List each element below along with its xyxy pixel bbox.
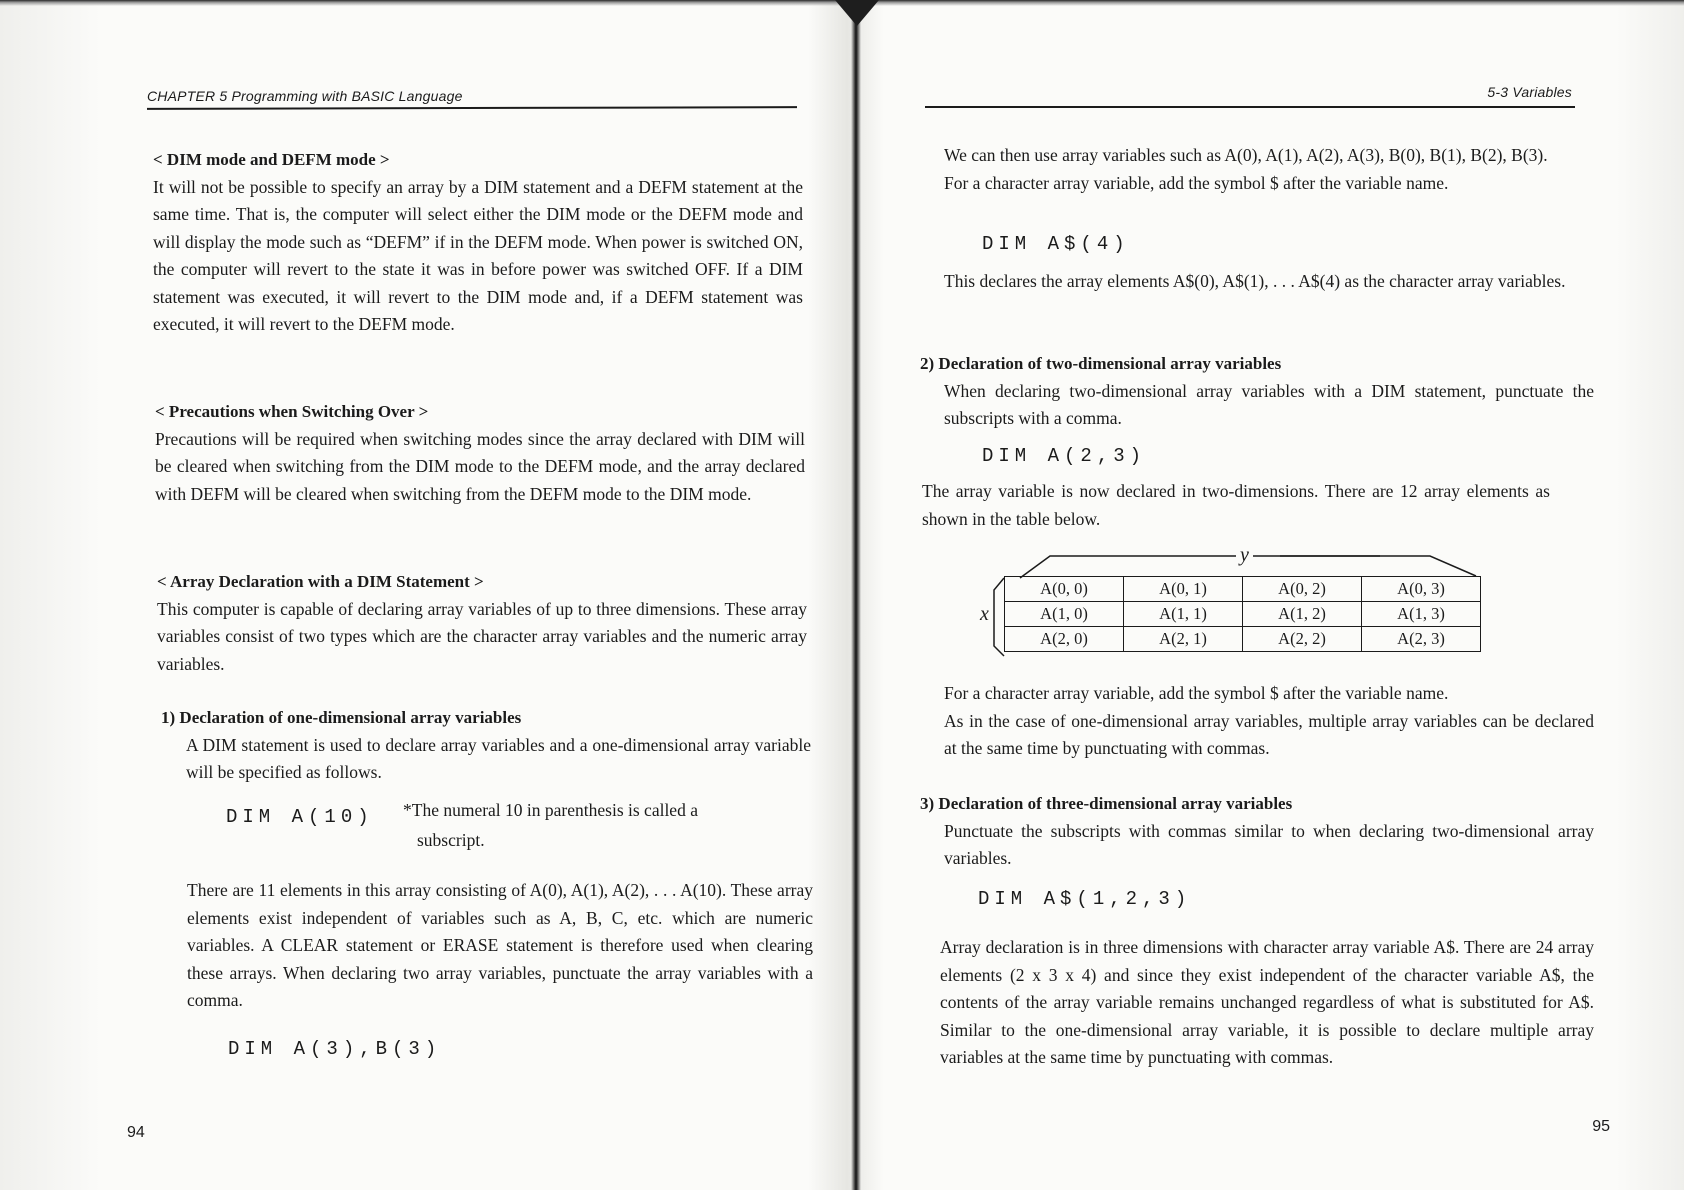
code-dim-astr123: DIM A$(1,2,3) [978, 888, 1192, 910]
note-line: subscript. [417, 830, 485, 850]
section-one-dimensional [161, 704, 811, 787]
paragraph: The array variable is now declared in two-dimensions. There are 12 array elements as shown in the table below. [922, 481, 1550, 529]
paragraph: As in the case of one-dimensional array variables, multiple array variables can be declared at the same time by punctuating with commas. [944, 710, 1594, 758]
page-number: 95 [1592, 1118, 1610, 1135]
page-number: 94 [127, 1124, 145, 1141]
table-cell: A(1, 2) [1243, 602, 1362, 627]
code-dim-astr4: DIM A$(4) [982, 233, 1130, 255]
section-dim-defm [153, 146, 803, 339]
paragraph: A DIM statement is used to declare array variables and a one-dimensional array variable will be specified as follows. [186, 734, 811, 782]
paragraph: This declares the array elements A$(0), A$(1), . . . A$(4) as the character array variables. [944, 271, 1566, 291]
header-rule [147, 106, 797, 110]
axis-label-x: x [980, 603, 989, 625]
paragraph: When declaring two-dimensional array variables with a DIM statement, punctuate the subscripts with a comma. [944, 380, 1594, 428]
code-dim-a10: DIM A(10) [226, 806, 374, 828]
code-dim-a3-b3: DIM A(3),B(3) [228, 1038, 442, 1060]
section-array-declaration [157, 568, 807, 678]
section-heading: < Array Declaration with a DIM Statement > [157, 572, 484, 591]
table-cell: A(1, 0) [1005, 602, 1124, 627]
table-cell: A(2, 3) [1362, 627, 1481, 652]
paragraph: Punctuate the subscripts with commas similar to when declaring two-dimensional array variables. [944, 820, 1594, 868]
paragraph: Array declaration is in three dimensions with character array variable A$. There are 24 array elements (2 x 3 x 4) and since they exist independent of the character variable A$, the contents of the array variable remains unchanged regardless of what is substituted for A$. Similar to the one-dimensional array variable, it is possible to declare multiple array variables at the same time by punctuating with commas. [940, 937, 1594, 1067]
paragraph: It will not be possible to specify an array by a DIM statement and a DEFM statement at the same time. That is, the computer will select either the DIM mode or the DEFM mode and will display the mode such as “DEFM” if in the DEFM mode. When power is switched ON, the computer will revert to the state it was in before power was switched OFF. If a DIM statement was executed, it will revert to the DIM mode and, if a DEFM statement was executed, it will revert to the DEFM mode. [153, 176, 803, 334]
section-heading: < DIM mode and DEFM mode > [153, 150, 390, 169]
right-page [870, 0, 1684, 1190]
section-heading: 2) Declaration of two-dimensional array variables [920, 354, 1282, 373]
table-cell: A(2, 2) [1243, 627, 1362, 652]
header-rule [925, 106, 1575, 108]
paragraph: There are 11 elements in this array consisting of A(0), A(1), A(2), . . . A(10). These array elements exist independent of variables such as A, B, C, etc. which are numeric variables. A CLEAR statement or ERASE statement is therefore used when clearing these arrays. When declaring two array variables, punctuate the array variables with a comma. [187, 880, 813, 1010]
table-row [1005, 577, 1481, 602]
array-element-table [1004, 576, 1481, 652]
table-cell: A(0, 1) [1124, 577, 1243, 602]
section-precautions [155, 398, 805, 508]
book-spine [851, 0, 861, 1190]
section-declares [944, 268, 1594, 296]
section-character-multiple [944, 680, 1594, 763]
paragraph: For a character array variable, add the symbol $ after the variable name. [944, 683, 1449, 703]
paragraph: For a character array variable, add the symbol $ after the variable name. [944, 172, 1449, 193]
note-line: *The numeral 10 in parenthesis is called a [403, 800, 698, 820]
section-three-dimensional [920, 790, 1594, 873]
section-header: 5-3 Variables [1487, 84, 1572, 100]
table-cell: A(0, 2) [1243, 577, 1362, 602]
left-page [0, 0, 840, 1190]
subscript-note [403, 795, 803, 855]
section-heading: 3) Declaration of three-dimensional array variables [920, 794, 1293, 813]
section-heading: < Precautions when Switching Over > [155, 402, 429, 421]
table-cell: A(2, 0) [1005, 627, 1124, 652]
table-cell: A(1, 3) [1362, 602, 1481, 627]
table-row [1005, 627, 1481, 652]
chapter-header: CHAPTER 5 Programming with BASIC Language [147, 88, 463, 104]
paragraph: This computer is capable of declaring array variables of up to three dimensions. These array variables consist of two types which are the character array variables and the numeric array variables. [157, 598, 807, 674]
axis-label-y: y [1236, 544, 1253, 567]
section-final [940, 934, 1594, 1072]
table-cell: A(0, 3) [1362, 577, 1481, 602]
table-row [1005, 602, 1481, 627]
table-cell: A(1, 1) [1124, 602, 1243, 627]
section-use-arrays [944, 142, 1594, 197]
code-dim-a23: DIM A(2,3) [982, 445, 1147, 467]
section-two-dimensional [920, 350, 1594, 433]
table-cell: A(2, 1) [1124, 627, 1243, 652]
section-elements [187, 877, 813, 1015]
paragraph: We can then use array variables such as A(0), A(1), A(2), A(3), B(0), B(1), B(2), B(3). [944, 145, 1548, 165]
table-body [1005, 577, 1481, 652]
table-cell: A(0, 0) [1005, 577, 1124, 602]
section-heading: 1) Declaration of one-dimensional array variables [161, 708, 522, 727]
paragraph: Precautions will be required when switching modes since the array declared with DIM will be cleared when switching from the DIM mode to the DEFM mode, and the array declared with DEFM will be cleared when switching from the DEFM mode to the DIM mode. [155, 428, 805, 504]
section-table-intro [922, 478, 1550, 533]
